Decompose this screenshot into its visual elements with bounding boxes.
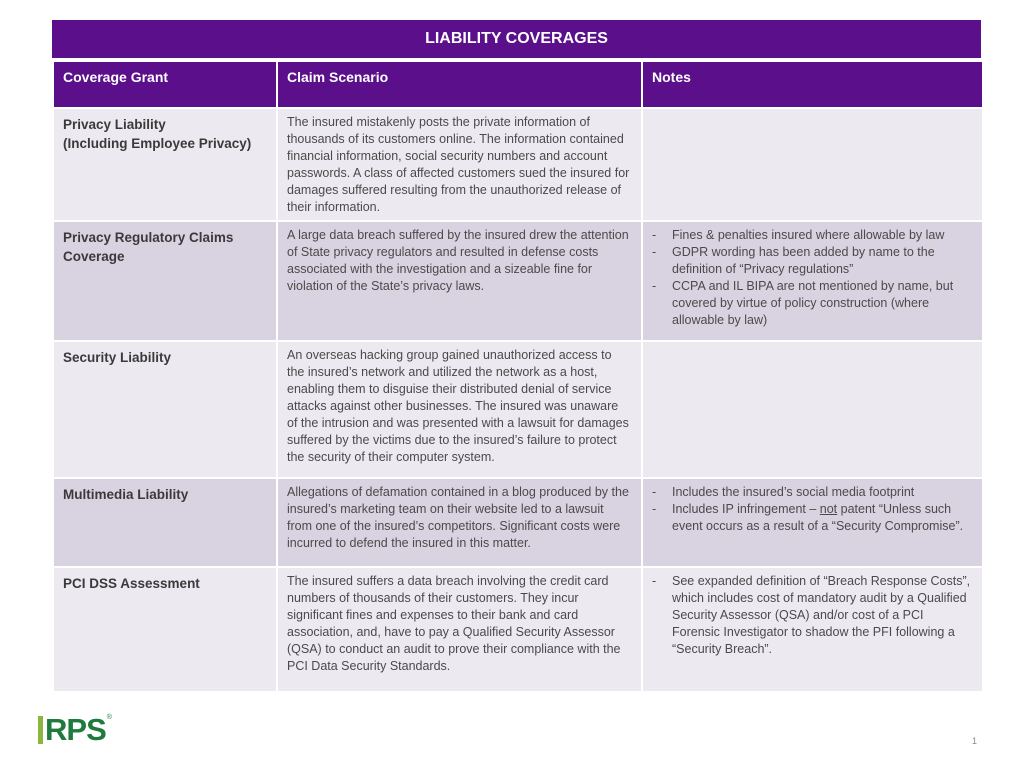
note-item — [652, 501, 973, 535]
column-header-notes: Notes — [642, 61, 983, 108]
notes-cell — [642, 478, 983, 567]
coverage-grant-cell — [53, 478, 277, 567]
table-row — [53, 478, 983, 567]
claim-scenario-cell: A large data breach suffered by the insured drew the attention of State privacy regulators and resulted in defense costs associated with the investigation and a sizeable fine for violation of the State’s privacy laws. — [277, 221, 642, 341]
page-number: 1 — [972, 736, 978, 746]
notes-list — [652, 573, 973, 658]
table-row — [53, 341, 983, 478]
note-text: Includes IP infringement – — [672, 502, 820, 516]
coverage-grant-name: PCI DSS Assessment — [63, 576, 200, 591]
liability-coverages-table — [52, 60, 984, 693]
column-header-coverage-grant: Coverage Grant — [53, 61, 277, 108]
claim-scenario-cell: The insured suffers a data breach involving the credit card numbers of thousands of their customers. They incur significant fines and expenses to their bank and card association, and, have to pay a Qualified Security Assessor (QSA) to conduct an audit to prove their compliance with the PCI Data Security Standards. — [277, 567, 642, 692]
coverage-grant-name: Privacy Liability — [63, 117, 166, 132]
note-text: patent “Unless such event occurs as a result of a “Security Compromise”. — [672, 502, 964, 533]
registered-mark: ® — [106, 714, 112, 721]
notes-cell — [642, 108, 983, 221]
notes-cell — [642, 221, 983, 341]
note-item: - CCPA and IL BIPA are not mentioned by name, but covered by virtue of policy construction (where allowable by law) — [652, 278, 973, 329]
notes-list — [652, 227, 973, 329]
claim-scenario-cell: Allegations of defamation contained in a blog produced by the insured’s marketing team on their website led to a lawsuit from one of the insured’s competitors. Significant costs were incurred to defend the insured in this matter. — [277, 478, 642, 567]
notes-cell — [642, 567, 983, 692]
coverage-grant-name: Multimedia Liability — [63, 487, 189, 502]
claim-scenario-cell: The insured mistakenly posts the private information of thousands of its customers online. The information contained financial information, social security numbers and account passwords. A class of affected customers sued the insured for damages suffered resulting from the unauthorized release of their information. — [277, 108, 642, 221]
claim-scenario-cell: An overseas hacking group gained unauthorized access to the insured’s network and utilized the network as a host, enabling them to disguise their distributed denial of service attacks against other businesses. The insured was unaware of the intrusion and was presented with a lawsuit for damages suffered by the victims due to the insured’s failure to protect the security of their computer system. — [277, 341, 642, 478]
coverage-grant-name: Security Liability — [63, 350, 172, 365]
table-row — [53, 221, 983, 341]
logo-text: RPS — [45, 712, 106, 747]
coverage-grant-cell — [53, 341, 277, 478]
rps-logo — [38, 712, 112, 747]
note-item: - Includes the insured’s social media footprint — [652, 484, 973, 501]
table-row — [53, 567, 983, 692]
column-header-claim-scenario: Claim Scenario — [277, 61, 642, 108]
notes-list — [652, 484, 973, 535]
note-item: - GDPR wording has been added by name to the definition of “Privacy regulations” — [652, 244, 973, 278]
page-title: LIABILITY COVERAGES — [52, 20, 981, 58]
coverage-grant-cell — [53, 108, 277, 221]
coverage-grant-cell — [53, 221, 277, 341]
note-underlined-text: not — [819, 502, 838, 516]
coverage-grant-name: Privacy Regulatory Claims Coverage — [63, 230, 234, 264]
note-item: - See expanded definition of “Breach Response Costs”, which includes cost of mandatory audit by a Qualified Security Assessor (QSA) and/or cost of a PCI Forensic Investigator to shadow the PFI following a “Security Breach”. — [652, 573, 973, 658]
note-item: - Fines & penalties insured where allowable by law — [652, 227, 973, 244]
coverage-grant-cell — [53, 567, 277, 692]
table-header-row — [53, 61, 983, 108]
logo-bar-icon — [38, 716, 43, 744]
coverage-grant-subtitle: (Including Employee Privacy) — [63, 136, 252, 151]
notes-cell — [642, 341, 983, 478]
table-row — [53, 108, 983, 221]
